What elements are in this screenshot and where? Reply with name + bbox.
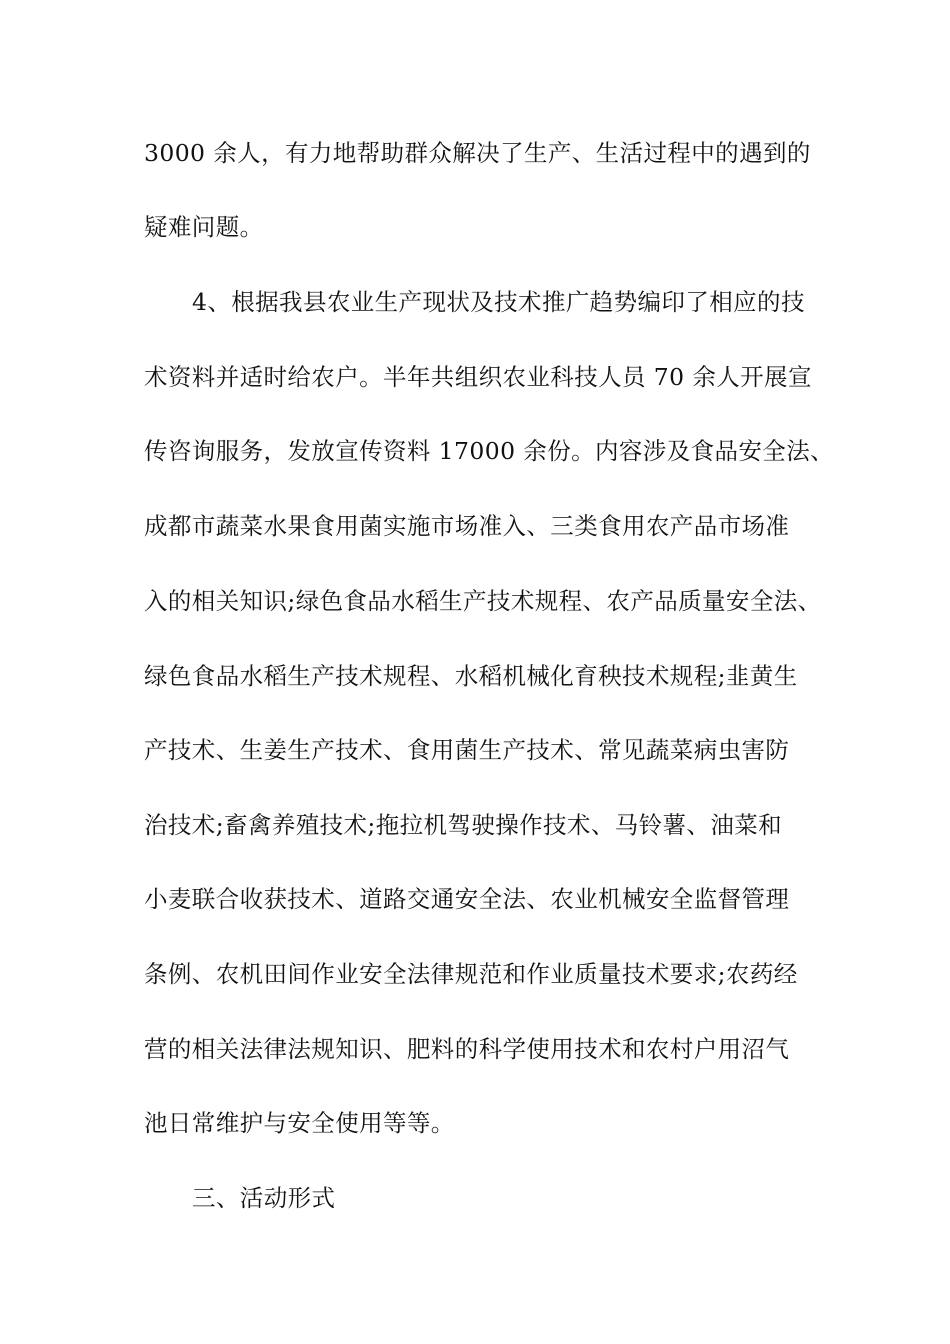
paragraph-line: 绿色食品水稻生产技术规程、水稻机械化育秧技术规程;韭黄生 <box>144 662 798 690</box>
paragraph-line: 池日常维护与安全使用等等。 <box>144 1109 455 1137</box>
paragraph-line: 疑难问题。 <box>144 213 264 241</box>
paragraph-line: 4、根据我县农业生产现状及技术推广趋势编印了相应的技 <box>192 288 805 316</box>
paragraph-line: 传咨询服务，发放宣传资料 17000 余份。内容涉及食品安全法、 <box>144 437 834 465</box>
paragraph-line: 条例、农机田间作业安全法律规范和作业质量技术要求;农药经 <box>144 960 798 988</box>
paragraph-line: 产技术、生姜生产技术、食用菌生产技术、常见蔬菜病虫害防 <box>144 736 790 764</box>
paragraph-line: 治技术;畜禽养殖技术;拖拉机驾驶操作技术、马铃薯、油菜和 <box>144 811 783 839</box>
paragraph-line: 成都市蔬菜水果食用菌实施市场准入、三类食用农产品市场准 <box>144 512 790 540</box>
paragraph-line: 3000 余人，有力地帮助群众解决了生产、生活过程中的遇到的 <box>144 139 811 167</box>
paragraph-line: 术资料并适时给农户。半年共组织农业科技人员 70 余人开展宣 <box>144 363 812 391</box>
paragraph-line: 入的相关知识;绿色食品水稻生产技术规程、农产品质量安全法、 <box>144 587 822 615</box>
section-heading: 三、活动形式 <box>192 1184 336 1212</box>
paragraph-line: 营的相关法律法规知识、肥料的科学使用技术和农村户用沼气 <box>144 1035 790 1063</box>
paragraph-line: 小麦联合收获技术、道路交通安全法、农业机械安全监督管理 <box>144 885 790 913</box>
